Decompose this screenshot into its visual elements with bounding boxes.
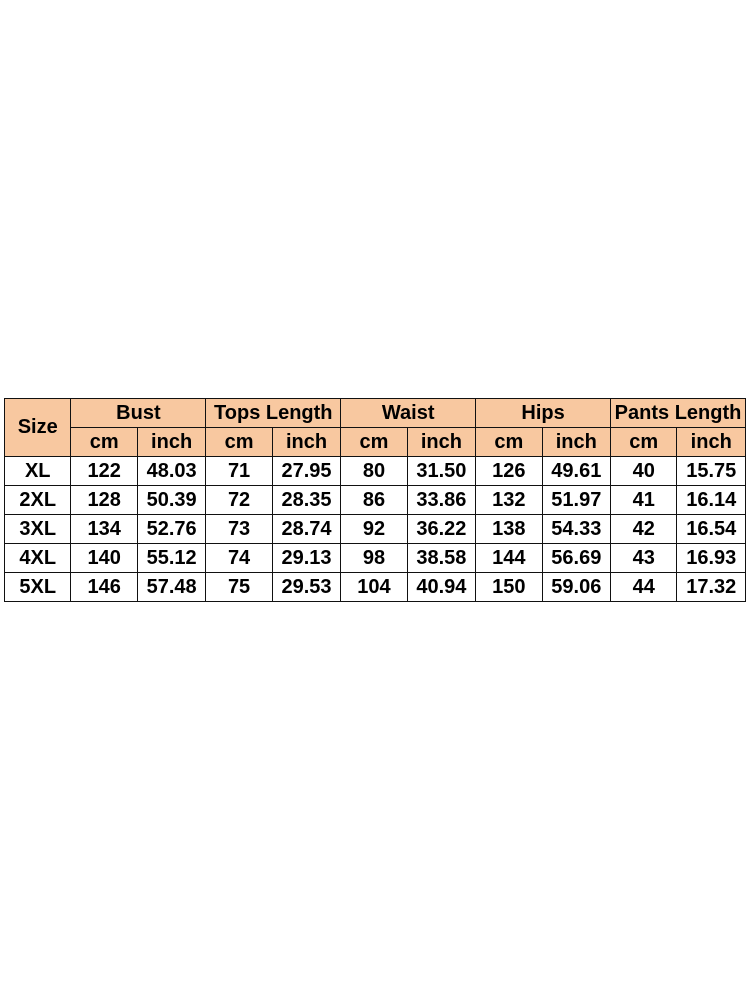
value-cell: 104 — [341, 573, 407, 602]
unit-header-cm: cm — [341, 428, 407, 457]
value-cell: 16.54 — [677, 515, 746, 544]
value-cell: 50.39 — [137, 486, 205, 515]
value-cell: 92 — [341, 515, 407, 544]
unit-header-inch: inch — [677, 428, 746, 457]
value-cell: 40.94 — [407, 573, 475, 602]
table-row — [5, 486, 746, 515]
value-cell: 49.61 — [542, 457, 610, 486]
value-cell: 27.95 — [272, 457, 340, 486]
unit-header-inch: inch — [542, 428, 610, 457]
value-cell: 15.75 — [677, 457, 746, 486]
value-cell: 72 — [206, 486, 272, 515]
value-cell: 55.12 — [137, 544, 205, 573]
value-cell: 31.50 — [407, 457, 475, 486]
table-row — [5, 515, 746, 544]
unit-header-cm: cm — [476, 428, 542, 457]
value-cell: 98 — [341, 544, 407, 573]
size-cell: 3XL — [5, 515, 71, 544]
unit-header-cm: cm — [206, 428, 272, 457]
value-cell: 51.97 — [542, 486, 610, 515]
group-header-bust: Bust — [71, 399, 206, 428]
value-cell: 40 — [611, 457, 677, 486]
value-cell: 126 — [476, 457, 542, 486]
value-cell: 29.53 — [272, 573, 340, 602]
value-cell: 44 — [611, 573, 677, 602]
group-header-tops-length: Tops Length — [206, 399, 341, 428]
value-cell: 140 — [71, 544, 137, 573]
value-cell: 36.22 — [407, 515, 475, 544]
value-cell: 43 — [611, 544, 677, 573]
size-cell: 5XL — [5, 573, 71, 602]
value-cell: 52.76 — [137, 515, 205, 544]
group-header-waist: Waist — [341, 399, 476, 428]
value-cell: 146 — [71, 573, 137, 602]
value-cell: 134 — [71, 515, 137, 544]
value-cell: 144 — [476, 544, 542, 573]
size-cell: 2XL — [5, 486, 71, 515]
value-cell: 59.06 — [542, 573, 610, 602]
table-row — [5, 573, 746, 602]
value-cell: 33.86 — [407, 486, 475, 515]
unit-header-inch: inch — [137, 428, 205, 457]
unit-header-row — [5, 428, 746, 457]
value-cell: 132 — [476, 486, 542, 515]
value-cell: 54.33 — [542, 515, 610, 544]
size-column-header: Size — [5, 399, 71, 457]
unit-header-inch: inch — [272, 428, 340, 457]
unit-header-inch: inch — [407, 428, 475, 457]
value-cell: 29.13 — [272, 544, 340, 573]
table-row — [5, 457, 746, 486]
unit-header-cm: cm — [71, 428, 137, 457]
value-cell: 56.69 — [542, 544, 610, 573]
value-cell: 74 — [206, 544, 272, 573]
value-cell: 75 — [206, 573, 272, 602]
group-header-hips: Hips — [476, 399, 611, 428]
value-cell: 28.74 — [272, 515, 340, 544]
group-header-row — [5, 399, 746, 428]
value-cell: 38.58 — [407, 544, 475, 573]
value-cell: 48.03 — [137, 457, 205, 486]
value-cell: 80 — [341, 457, 407, 486]
table-row — [5, 544, 746, 573]
value-cell: 71 — [206, 457, 272, 486]
group-header-pants-length: Pants Length — [611, 399, 746, 428]
value-cell: 150 — [476, 573, 542, 602]
value-cell: 73 — [206, 515, 272, 544]
size-cell: 4XL — [5, 544, 71, 573]
value-cell: 57.48 — [137, 573, 205, 602]
value-cell: 122 — [71, 457, 137, 486]
value-cell: 17.32 — [677, 573, 746, 602]
value-cell: 128 — [71, 486, 137, 515]
size-cell: XL — [5, 457, 71, 486]
unit-header-cm: cm — [611, 428, 677, 457]
value-cell: 28.35 — [272, 486, 340, 515]
value-cell: 86 — [341, 486, 407, 515]
value-cell: 16.14 — [677, 486, 746, 515]
value-cell: 42 — [611, 515, 677, 544]
value-cell: 138 — [476, 515, 542, 544]
value-cell: 16.93 — [677, 544, 746, 573]
size-chart-table — [4, 398, 746, 602]
value-cell: 41 — [611, 486, 677, 515]
